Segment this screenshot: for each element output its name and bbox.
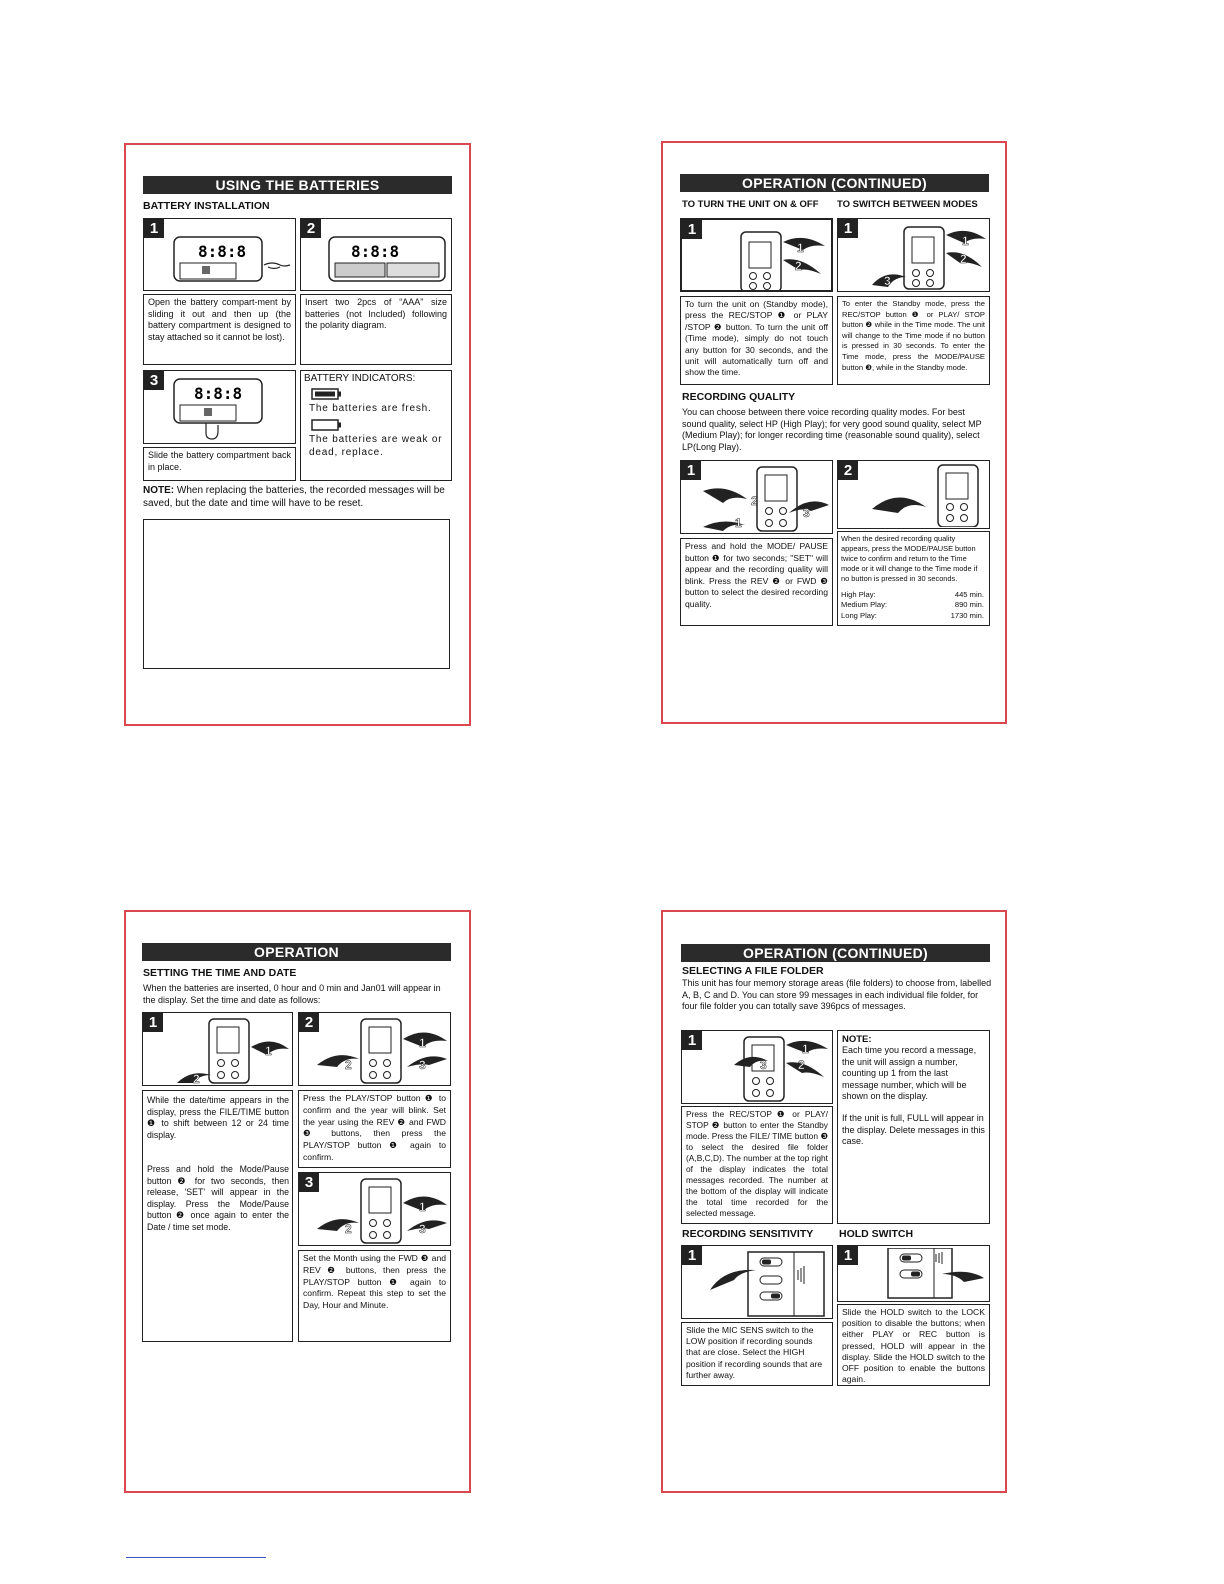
quality-step-2-text: When the desired recording quality appears, press the MODE/PAUSE button twice to confirm and return to the Time mode or it will change to the Time mode if no button is pressed in 30 seconds. — [841, 534, 978, 583]
battery-indicators-box — [300, 370, 452, 481]
svg-text:8:8:8: 8:8:8 — [198, 242, 247, 261]
step-2-text: Insert two 2pcs of “AAA” size batteries (not Included) following the polarity diagram. — [300, 294, 452, 365]
quality-step-1-figure — [680, 460, 833, 534]
quality-step-2-figure — [837, 460, 990, 529]
svg-text:2: 2 — [751, 494, 758, 508]
svg-text:2: 2 — [193, 1072, 200, 1085]
battery-empty-icon — [311, 419, 343, 431]
step-number: 1 — [838, 1246, 858, 1265]
switch-modes-text: To enter the Standby mode, press the REC/STOP button ❶ or PLAY/ STOP button ❷ while in the Time mode. The unit will change to the Time mode if no button is pressed in 30 seconds. To enter the Time mode, press the MODE/PAUSE button ❸, while in the Standby mode. — [837, 296, 990, 385]
voice-recorder-illustration — [315, 1177, 449, 1245]
svg-text:1: 1 — [962, 234, 969, 248]
step-3-text: Slide the battery compartment back in place. — [143, 447, 296, 481]
hold-switch-illustration — [884, 1248, 988, 1300]
step-number: 3 — [144, 371, 164, 390]
svg-text:2: 2 — [795, 259, 802, 273]
svg-text:8:8:8: 8:8:8 — [194, 384, 243, 403]
turn-on-figure — [680, 218, 833, 292]
step-number: 3 — [299, 1173, 319, 1192]
mode-row-medium — [841, 600, 984, 610]
voice-recorder-illustration — [737, 230, 832, 292]
svg-text:3: 3 — [803, 506, 810, 520]
mode-label: High Play: — [841, 590, 876, 599]
step-number: 2 — [299, 1013, 319, 1032]
voice-recorder-illustration — [868, 463, 986, 527]
mode-row-high — [841, 590, 984, 600]
mode-value: 445 min. — [954, 590, 984, 599]
hold-switch-figure — [837, 1245, 990, 1302]
battery-compartment-open-illustration — [172, 235, 292, 285]
quality-step-1-text: Press and hold the MODE/ PAUSE button ❶ for two seconds; "SET" will appear and the recording quality will blink. Press the REV ❷ or FWD ❸ button to select the desired recording quality. — [680, 538, 833, 626]
mode-label: Medium Play: — [841, 600, 888, 610]
svg-text:3: 3 — [419, 1058, 426, 1072]
footer-link-underline[interactable] — [126, 1557, 266, 1558]
svg-text:2: 2 — [345, 1058, 352, 1072]
svg-text:1: 1 — [735, 516, 742, 530]
mode-row-long — [841, 611, 984, 621]
step-1-text: Open the battery compart-ment by sliding it out and then up (the battery compartment is designed to stay attached so it cannot be lost). — [143, 294, 296, 365]
sensitivity-figure — [681, 1245, 833, 1319]
hold-switch-title: HOLD SWITCH — [839, 1228, 914, 1240]
indicators-title: BATTERY INDICATORS: — [304, 373, 416, 384]
svg-text:1: 1 — [797, 241, 804, 255]
panel-operation — [124, 910, 471, 1493]
svg-text:2: 2 — [798, 1058, 805, 1072]
note-label: NOTE: — [143, 485, 175, 496]
folder-step-1-text: Press the REC/STOP ❶ or PLAY/ STOP ❷ button to enter the Standby mode. Press the FILE/ TIME button ❸ to select the desired file folder (A,B,C,D). The number at the top right of the display indicates the total messages recorded. The number at the bottom of the display will indicate the total time recorded for the selected message. — [681, 1106, 833, 1224]
time-step-1-figure — [142, 1012, 293, 1086]
time-step-1-text-a: While the date/time appears in the display, press the FILE/TIME button ❶ to shift between 12 or 24 time display. — [147, 1095, 289, 1140]
subheading-battery-installation: BATTERY INSTALLATION — [143, 200, 270, 212]
step-number: 1 — [681, 461, 701, 480]
svg-text:3: 3 — [760, 1058, 767, 1072]
step-number: 1 — [682, 220, 702, 239]
file-folder-intro: This unit has four memory storage areas (file folders) to choose from, labelled A, B, C and D. You can store 99 messages in each individual file folder, for four file folder you can totally save 396pcs of messages. — [682, 978, 992, 1011]
battery-insert-illustration — [327, 235, 449, 285]
note-text: When replacing the batteries, the recorded messages will be saved, but the date and time will have to be reset. — [143, 485, 445, 509]
panel-using-batteries — [124, 143, 471, 726]
step-number: 1 — [682, 1246, 702, 1265]
voice-recorder-illustration — [701, 465, 831, 533]
svg-text:1: 1 — [802, 1042, 809, 1056]
mode-label: Long Play: — [841, 610, 877, 620]
setting-time-intro: When the batteries are inserted, 0 hour and 0 min and Jan01 will appear in the display. Set the time and date as follows: — [143, 983, 441, 1005]
panel-operation-continued-2 — [661, 910, 1007, 1493]
voice-recorder-illustration — [732, 1035, 832, 1103]
empty-box — [143, 519, 450, 669]
battery-compartment-close-illustration — [172, 377, 282, 443]
folder-note-box — [837, 1030, 990, 1224]
step-number: 1 — [838, 219, 858, 238]
svg-text:2: 2 — [345, 1222, 352, 1236]
turn-on-text: To turn the unit on (Standby mode), press the REC/STOP ❶ or PLAY /STOP ❷ button. To turn the unit off (Time mode), simply do not touch any button for 30 seconds, and the unit will automatically turn off and show the time. — [680, 296, 833, 385]
subheading-setting-time: SETTING THE TIME AND DATE — [143, 967, 297, 979]
step-2-figure — [300, 218, 452, 291]
step-1-figure — [143, 218, 296, 291]
battery-note — [143, 485, 455, 510]
svg-text:3: 3 — [884, 274, 891, 288]
time-step-2-text: Press the PLAY/STOP button ❶ to confirm and the year will blink. Set the year using the REV ❷ and FWD ❸ buttons, then press the PLAY/STOP button ❶ again to confirm. — [298, 1090, 451, 1168]
recording-quality-title: RECORDING QUALITY — [682, 391, 796, 403]
sensitivity-text: Slide the MIC SENS switch to the LOW position if recording sounds that are close. Select the HIGH position if recording sounds that are further away. — [681, 1322, 833, 1386]
step-number: 2 — [838, 461, 858, 480]
voice-recorder-illustration — [171, 1017, 291, 1085]
step-number: 1 — [144, 219, 164, 238]
play-modes-list — [841, 590, 984, 621]
section-header: USING THE BATTERIES — [143, 176, 452, 194]
step-number: 1 — [682, 1031, 702, 1050]
svg-text:8:8:8: 8:8:8 — [351, 242, 400, 261]
note-text-2: If the unit is full, FULL will appear in the display. Delete messages in this case. — [842, 1113, 985, 1147]
indicator-weak-text: The batteries are weak or dead, replace. — [309, 434, 443, 458]
time-step-2-figure — [298, 1012, 451, 1086]
voice-recorder-illustration — [868, 225, 988, 291]
subheading-turn-on-off: TO TURN THE UNIT ON & OFF — [682, 199, 819, 210]
voice-recorder-illustration — [315, 1017, 449, 1085]
battery-full-icon — [311, 388, 343, 400]
mic-sens-switch-illustration — [708, 1250, 830, 1318]
subheading-switch-modes: TO SWITCH BETWEEN MODES — [837, 199, 978, 210]
indicator-fresh-text: The batteries are fresh. — [309, 403, 432, 414]
mode-value: 1730 min. — [950, 610, 984, 620]
svg-text:1: 1 — [265, 1044, 272, 1058]
svg-text:1: 1 — [419, 1200, 426, 1214]
mode-value: 890 min. — [954, 600, 984, 610]
subheading-file-folder: SELECTING A FILE FOLDER — [682, 965, 824, 977]
note-text-1: Each time you record a message, the unit will assign a number, counting up 1 from the last message number, which will be shown on the display. — [842, 1045, 977, 1102]
step-3-figure — [143, 370, 296, 444]
time-step-1-text-b: Press and hold the Mode/Pause button ❷ for two seconds, then release, 'SET' will appear in the display. Press the Mode/Pause button ❷ once again to enter the Date / time set mode. — [147, 1164, 289, 1232]
time-step-3-text: Set the Month using the FWD ❸ and REV ❷ buttons, then press the PLAY/STOP button ❶ again to confirm. Repeat this step to set the Day, Hour and Minute. — [298, 1250, 451, 1342]
step-number: 2 — [301, 219, 321, 238]
note-label: NOTE: — [842, 1034, 872, 1045]
section-header: OPERATION (CONTINUED) — [680, 174, 989, 192]
recording-sensitivity-title: RECORDING SENSITIVITY — [682, 1228, 814, 1240]
hold-switch-text: Slide the HOLD switch to the LOCK position to disable the buttons; when either PLAY or REC button is pressed, HOLD will appear in the display. Slide the HOLD switch to the OFF position to enable the buttons again. — [837, 1304, 990, 1386]
svg-text:3: 3 — [419, 1222, 426, 1236]
time-step-1-text-box — [142, 1090, 293, 1342]
step-number: 1 — [143, 1013, 163, 1032]
switch-modes-figure — [837, 218, 990, 292]
panel-operation-continued-1 — [661, 141, 1007, 724]
recording-quality-intro: You can choose between there voice recording quality modes. For best sound quality, select HP (High Play); for very good sound quality, select MP (Medium Play); for longer recording time (reasonable sound quality), select LP(Long Play). — [682, 407, 982, 452]
section-header: OPERATION — [142, 943, 451, 961]
quality-step-2-text-box — [837, 531, 990, 626]
time-step-3-figure — [298, 1172, 451, 1246]
section-header: OPERATION (CONTINUED) — [681, 944, 990, 962]
svg-text:2: 2 — [960, 252, 967, 266]
folder-step-1-figure — [681, 1030, 833, 1104]
svg-text:1: 1 — [419, 1036, 426, 1050]
